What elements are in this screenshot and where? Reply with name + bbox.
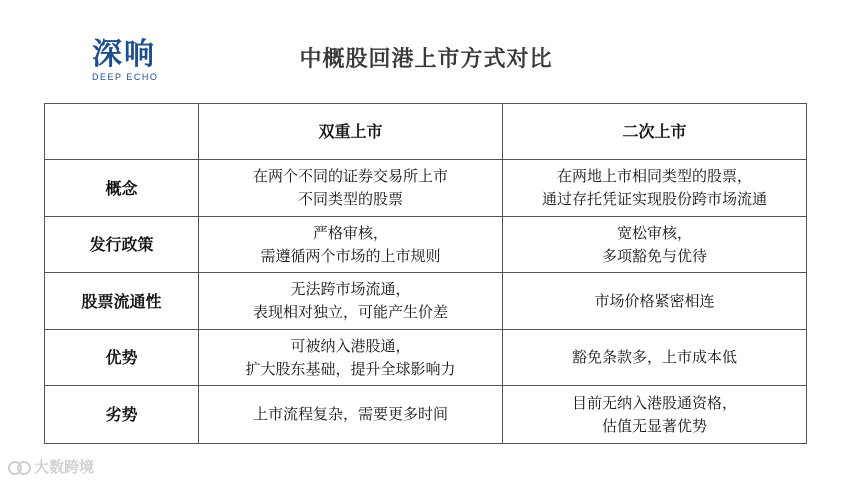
secondary-cell	[503, 160, 807, 217]
cell-line: 表现相对独立，可能产生价差	[252, 303, 448, 321]
table-header-row	[45, 104, 807, 160]
header-empty	[45, 104, 199, 160]
cell-line: 在两个不同的证券交易所上市	[252, 167, 448, 185]
cell-line: 上市流程复杂，需要更多时间	[252, 405, 448, 423]
page-title: 中概股回港上市方式对比	[299, 47, 553, 72]
cell-line: 豁免条款多，上市成本低	[571, 348, 737, 366]
cell-line: 严格审核，	[312, 223, 388, 242]
header-secondary-listing: 二次上市	[503, 104, 807, 160]
cell-line: 估值无显著优势	[601, 416, 707, 435]
watermark	[6, 456, 94, 477]
logo-mark: 深响	[92, 37, 156, 72]
table-row	[45, 217, 807, 273]
dual-cell	[199, 386, 503, 444]
cell-line: 目前无纳入港股通资格，	[571, 393, 737, 412]
row-label: 股票流通性	[45, 273, 199, 330]
cell-line: 通过存托凭证实现股份跨市场流通	[541, 190, 767, 208]
dual-cell	[199, 273, 503, 330]
header-dual-listing: 双重上市	[199, 104, 503, 160]
cell-line: 扩大股东基础，提升全球影响力	[245, 359, 456, 378]
secondary-cell	[503, 330, 807, 386]
row-label: 发行政策	[45, 217, 199, 273]
cell-line: 不同类型的股票	[297, 190, 403, 208]
watermark-text: 大数跨境	[34, 458, 95, 476]
dual-cell	[199, 160, 503, 217]
cell-line: 宽松审核，	[616, 223, 692, 242]
cell-line: 市场价格紧密相连	[594, 291, 715, 310]
dual-cell	[199, 330, 503, 386]
cell-line: 需遵循两个市场的上市规则	[260, 246, 441, 265]
cell-line: 无法跨市场流通，	[290, 280, 411, 298]
row-label: 优势	[45, 330, 199, 386]
secondary-cell	[503, 386, 807, 444]
cell-line: 多项豁免与优待	[601, 246, 707, 265]
table-row	[45, 160, 807, 217]
secondary-cell	[503, 273, 807, 330]
cell-line: 在两地上市相同类型的股票，	[556, 167, 752, 185]
table-row	[45, 386, 807, 444]
watermark-logo-icon	[6, 458, 32, 476]
comparison-table	[44, 103, 807, 444]
table-row	[45, 273, 807, 330]
dual-cell	[199, 217, 503, 273]
table-row	[45, 330, 807, 386]
logo-subtitle: DEEP ECHO	[92, 72, 159, 82]
row-label: 劣势	[45, 386, 199, 444]
row-label: 概念	[45, 160, 199, 217]
secondary-cell	[503, 217, 807, 273]
cell-line: 可被纳入港股通，	[290, 336, 411, 355]
